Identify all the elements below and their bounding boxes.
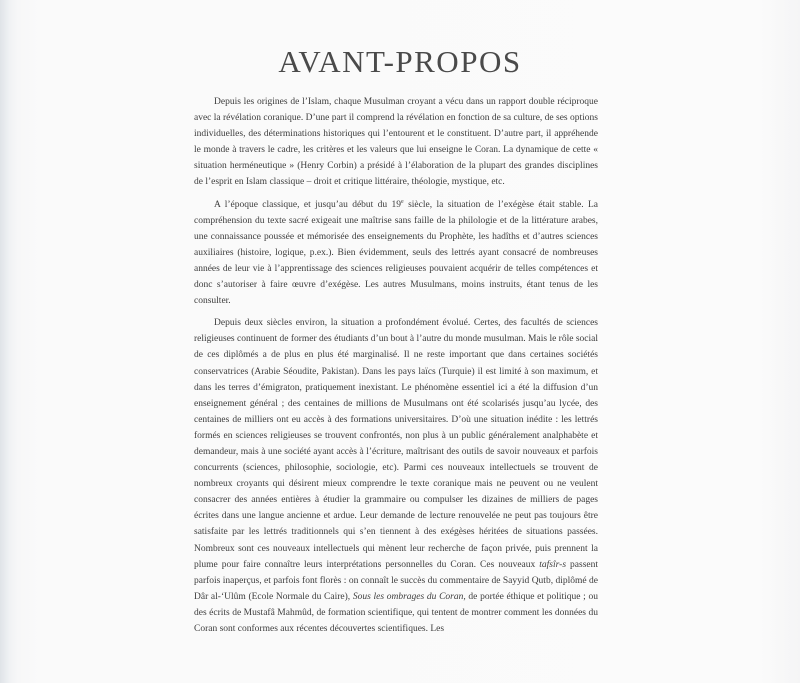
italic-term-tafsir: tafsîr-s	[539, 559, 567, 570]
scan-edge-shadow	[0, 0, 10, 683]
paragraph-2-text-a: A l’époque classique, et jusqu’au début du 19	[214, 199, 402, 210]
paragraph-1: Depuis les origines de l’Islam, chaque Musulman croyant a vécu dans un rapport double réciproque avec la révélation coranique. D’une part il comprend la révélation en fonction de sa culture, de ses options individuelles, des déterminations historiques qui l’entourent et le constituent. D’autre part, il appréhende le monde à travers le cadre, les critères et les valeurs que lui enseigne le Coran. La dynamique de cette « situation herméneutique » (Henry Corbin) a présidé à l’élaboration de la plupart des grandes disciplines de l’esprit en Islam classique – droit et critique littéraire, théologie, mystique, etc.	[194, 97, 598, 188]
paragraph-3-text-c: , de portée éthique et politique ; ou des écrits de Mustafâ Mahmûd, de formation scientifique, qui tentent de montrer comment les données du Coran sont conformes aux récentes découvertes scientifiques. Les	[194, 591, 598, 634]
paragraph-2-text-b: siècle, la situation de l’exégèse était stable. La compréhension du texte sacré exigeait une maîtrise sans faille de la philologie et de la littérature arabes, une connaissance poussée et mémorisée des enseignements du Prophète, les hadîths et d’autres sciences auxiliaires (histoire, logique, p.ex.). Bien évidemment, seuls des lettrés ayant consacré de nombreuses années de leur vie à l’apprentissage des sciences religieuses pouvaient acquérir de telles compétences et donc s’autoriser à faire œuvre d’exégèse. Les autres Musulmans, moins instruits, étant tenus de les consulter.	[194, 199, 598, 307]
superscript-e: e	[401, 198, 404, 205]
italic-book-title: Sous les ombrages du Coran	[352, 591, 464, 602]
paragraph-3-text-b: passent parfois inaperçus, et parfois font florès : on connaît le succès du commentaire de Sayyid Qutb, diplômé de Dâr al-‘Ulûm (Ecole Normale du Caire),	[194, 559, 599, 602]
paragraph-3	[194, 315, 598, 637]
body-text	[194, 94, 598, 637]
paragraph-3-text-a: Depuis deux siècles environ, la situation a profondément évolué. Certes, des facultés de sciences religieuses continuent de former des étudiants d’un bout à l’autre du monde musulman. Mais le rôle social de ces diplômés a de plus en plus été marginalisé. Il ne reste important que dans certaines sociétés conservatrices (Arabie Séoudite, Pakistan). Dans les pays laïcs (Turquie) il est limité à son maximum, et dans les terres d’émigraton, pratiquement inexistant. Le phénomène essentiel ici a été la diffusion d’un enseignement général ; des centaines de millions de Musulmans ont été scolarisés jusqu’au lycée, des centaines de milliers ont eu accès à des formations universitaires. D’où une situation inédite : les lettrés formés en sciences religieuses se trouvent confrontés, non plus à un public généralement analphabète et demandeur, mais à une société ayant accès à l’écriture, maîtrisant des outils de savoir nouveaux et parfois concurrents (sciences, philosophie, sociologie, etc). Parmi ces nouveaux intellectuels se trouvent de nombreux croyants qui désirent mieux comprendre le texte coranique mais ne peuvent ou ne veulent consacrer des années entières à étudier la grammaire ou compulser les dizaines de milliers de pages écrites dans une langue ancienne et ardue. Leur demande de lecture renouvelée ne peut pas toujours être satisfaite par les lettrés traditionnels qui s’en tiennent à des exégèses héritées de situations passées. Nombreux sont ces nouveaux intellectuels qui mènent leur recherche de façon privée, puis prennent la plume pour faire connaître leurs interprétations personnelles du Coran. Ces nouveaux	[194, 318, 598, 570]
page-title: AVANT-PROPOS	[278, 44, 522, 79]
paragraph-2	[194, 197, 598, 310]
